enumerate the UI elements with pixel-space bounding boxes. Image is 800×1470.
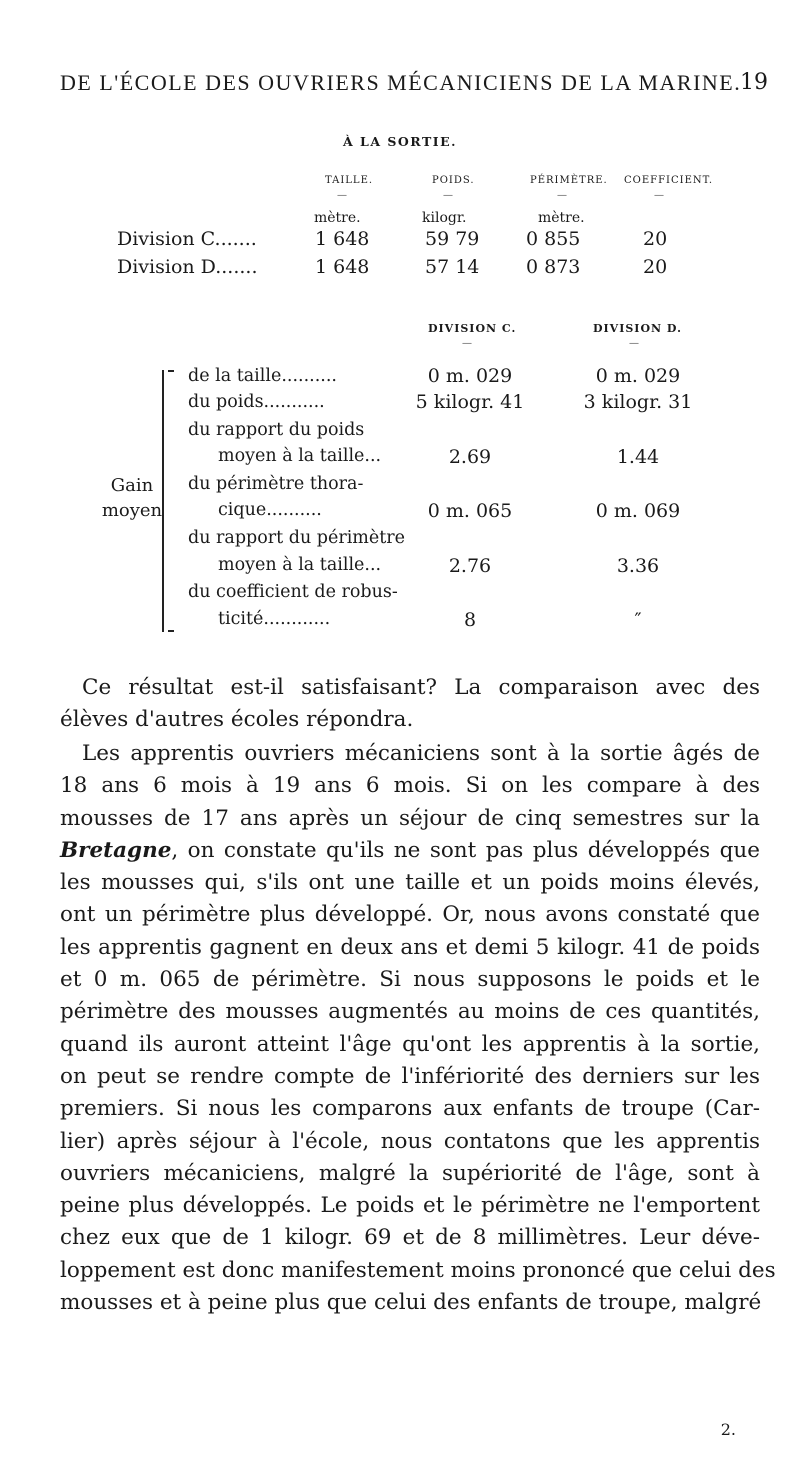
gain-value-d: 0 m. 069 [595, 500, 681, 522]
division-mark: — [629, 338, 639, 349]
cell-poids: 57 14 [425, 256, 480, 278]
text-line: on peut se rendre compte de l'infériorité des derniers sur les [60, 1063, 760, 1089]
text-line: peine plus développés. Le poids et le périmètre ne l'emportent [60, 1193, 760, 1219]
text-line: Bretagne, on constate qu'ils ne sont pas plus développés que [60, 837, 760, 863]
cell-poids: 59 79 [425, 228, 480, 250]
text-line: premiers. Si nous les comparons aux enfants de troupe (Car- [60, 1096, 760, 1122]
gain-row-label: du coefficient de robus- [188, 582, 398, 602]
gain-row-label: du périmètre thora- [188, 474, 364, 494]
cell-coefficient: 20 [643, 228, 668, 250]
unit-perimetre: mètre. [538, 210, 585, 226]
running-header [60, 70, 768, 110]
group-label-moyen: moyen [101, 500, 163, 521]
gain-value-d: 3.36 [616, 555, 660, 577]
text-line: 18 ans 6 mois à 19 ans 6 mois. Si on les compare à des [60, 773, 760, 799]
cell-taille: 1 648 [315, 228, 370, 250]
gain-value-c: 0 m. 029 [427, 365, 513, 387]
text-line: ouvriers mécaniciens, malgré la supériorité de l'âge, sont à [60, 1160, 760, 1186]
text-line: élèves d'autres écoles répondra. [60, 707, 414, 733]
gain-value-d: ″ [634, 609, 642, 631]
column-dash: — [557, 190, 567, 201]
division-header-d: DIVISION D. [593, 322, 682, 335]
column-header-poids: POIDS. [432, 175, 475, 186]
text-line: ont un périmètre plus développé. Or, nous avons constaté que [60, 902, 760, 928]
brace-tick [168, 630, 174, 632]
text-line: Ce résultat est-il satisfaisant? La comparaison avec des [82, 675, 760, 700]
unit-poids: kilogr. [422, 210, 467, 226]
column-dash: — [654, 190, 664, 201]
section-title: À LA SORTIE. [342, 134, 457, 149]
text-line: lier) après séjour à l'école, nous contatons que les apprentis [60, 1128, 760, 1154]
gain-row-label: de la taille.......... [188, 366, 337, 386]
text-line: périmètre des mousses augmentés au moins de ces quantités, [60, 999, 760, 1025]
group-label-gain: Gain [110, 475, 154, 496]
cell-perimetre: 0 855 [526, 228, 581, 250]
division-mark: — [462, 338, 472, 349]
ship-name: Bretagne [60, 837, 172, 863]
text-line: mousses et à peine plus que celui des enfants de troupe, malgré [60, 1290, 762, 1316]
column-header-taille: TAILLE. [325, 175, 374, 186]
row-label: Division C....... [117, 228, 257, 250]
cell-perimetre: 0 873 [526, 256, 581, 278]
running-title: DE L'ÉCOLE DES OUVRIERS MÉCANICIENS DE LA MARINE. [60, 70, 742, 95]
unit-taille: mètre. [314, 210, 361, 226]
paragraph-2 [60, 738, 776, 1319]
brace [162, 370, 172, 632]
gain-value-c: 0 m. 065 [427, 500, 513, 522]
gain-row-label: moyen à la taille... [218, 555, 382, 575]
column-dash: — [443, 190, 453, 201]
gain-value-d: 3 kilogr. 31 [583, 391, 693, 413]
text-line: les apprentis gagnent en deux ans et demi 5 kilogr. 41 de poids [60, 934, 760, 960]
cell-taille: 1 648 [315, 256, 370, 278]
gain-value-c: 2.69 [448, 446, 492, 468]
gain-row-label: cique.......... [218, 500, 322, 520]
cell-coefficient: 20 [643, 256, 668, 278]
gain-row-label: du poids........... [188, 392, 325, 412]
row-label: Division D....... [117, 256, 258, 278]
gain-row-label: du rapport du poids [188, 420, 365, 440]
signature-mark: 2. [720, 1420, 736, 1439]
gain-value-c: 5 kilogr. 41 [415, 391, 525, 413]
text-line: Les apprentis ouvriers mécaniciens sont à la sortie âgés de [82, 741, 760, 766]
column-header-coefficient: COEFFICIENT. [624, 175, 714, 186]
column-header-perimetre: PÉRIMÈTRE. [530, 175, 608, 186]
gain-value-d: 1.44 [616, 446, 660, 468]
page-number: 19 [740, 70, 768, 95]
paragraph-1 [60, 672, 760, 737]
text-line: loppement est donc manifestement moins prononcé que celui des [60, 1257, 776, 1283]
gain-value-c: 2.76 [448, 555, 492, 577]
text-line: quand ils auront atteint l'âge qu'ont les apprentis à la sortie, [60, 1031, 760, 1057]
gain-value-d: 0 m. 029 [595, 365, 681, 387]
column-dash: — [337, 190, 347, 201]
text-line: les mousses qui, s'ils ont une taille et un poids moins élevés, [60, 870, 760, 896]
gain-row-label: du rapport du périmètre [188, 528, 405, 548]
gain-row-label: moyen à la taille... [218, 446, 382, 466]
division-header-c: DIVISION C. [428, 322, 517, 335]
gain-value-c: 8 [463, 609, 477, 631]
text-line: et 0 m. 065 de périmètre. Si nous supposons le poids et le [60, 967, 760, 993]
brace-tick [168, 370, 174, 372]
text-line: mousses de 17 ans après un séjour de cinq semestres sur la [60, 805, 760, 831]
gain-row-label: ticité............ [218, 609, 331, 629]
text-line: chez eux que de 1 kilogr. 69 et de 8 millimètres. Leur déve- [60, 1225, 760, 1251]
